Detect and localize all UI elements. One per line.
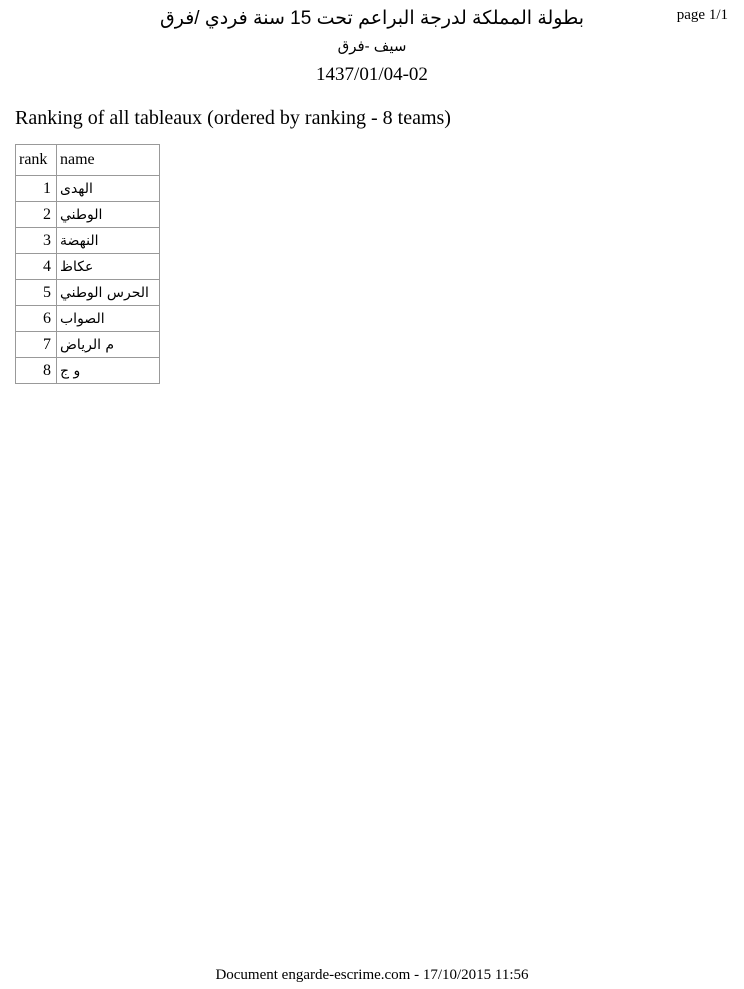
competition-title: بطولة المملكة لدرجة البراعم تحت 15 سنة فردي /فرق bbox=[159, 8, 584, 29]
table-row bbox=[16, 228, 160, 254]
team-name-cell: الهدى bbox=[57, 176, 160, 202]
table-row bbox=[16, 332, 160, 358]
event-subtitle: سيف -فرق bbox=[337, 38, 407, 55]
event-date: 1437/01/04-02 bbox=[316, 64, 428, 85]
page-number: page 1/1 bbox=[676, 7, 728, 23]
table-row bbox=[16, 176, 160, 202]
team-name-cell: الصواب bbox=[57, 306, 160, 332]
table-row bbox=[16, 254, 160, 280]
document-footer: Document engarde-escrime.com - 17/10/2015 11:56 bbox=[215, 967, 529, 983]
ranking-table bbox=[15, 144, 160, 384]
rank-cell: 7 bbox=[16, 332, 57, 358]
rank-cell: 2 bbox=[16, 202, 57, 228]
team-name-cell: الحرس الوطني bbox=[57, 280, 160, 306]
team-name-cell: م الرياض bbox=[57, 332, 160, 358]
team-name-cell: عكاظ bbox=[57, 254, 160, 280]
table-row bbox=[16, 306, 160, 332]
table-row bbox=[16, 202, 160, 228]
rank-cell: 5 bbox=[16, 280, 57, 306]
rank-cell: 3 bbox=[16, 228, 57, 254]
document-header bbox=[0, 6, 744, 88]
column-header-name: name bbox=[57, 145, 160, 176]
rank-cell: 8 bbox=[16, 358, 57, 384]
section-heading: Ranking of all tableaux (ordered by ranking - 8 teams) bbox=[15, 107, 451, 129]
rank-cell: 6 bbox=[16, 306, 57, 332]
team-name-cell: النهضة bbox=[57, 228, 160, 254]
table-row bbox=[16, 358, 160, 384]
table-row bbox=[16, 280, 160, 306]
team-name-cell: و ج bbox=[57, 358, 160, 384]
rank-cell: 1 bbox=[16, 176, 57, 202]
team-name-cell: الوطني bbox=[57, 202, 160, 228]
table-header-row bbox=[16, 145, 160, 176]
column-header-rank: rank bbox=[16, 145, 57, 176]
rank-cell: 4 bbox=[16, 254, 57, 280]
